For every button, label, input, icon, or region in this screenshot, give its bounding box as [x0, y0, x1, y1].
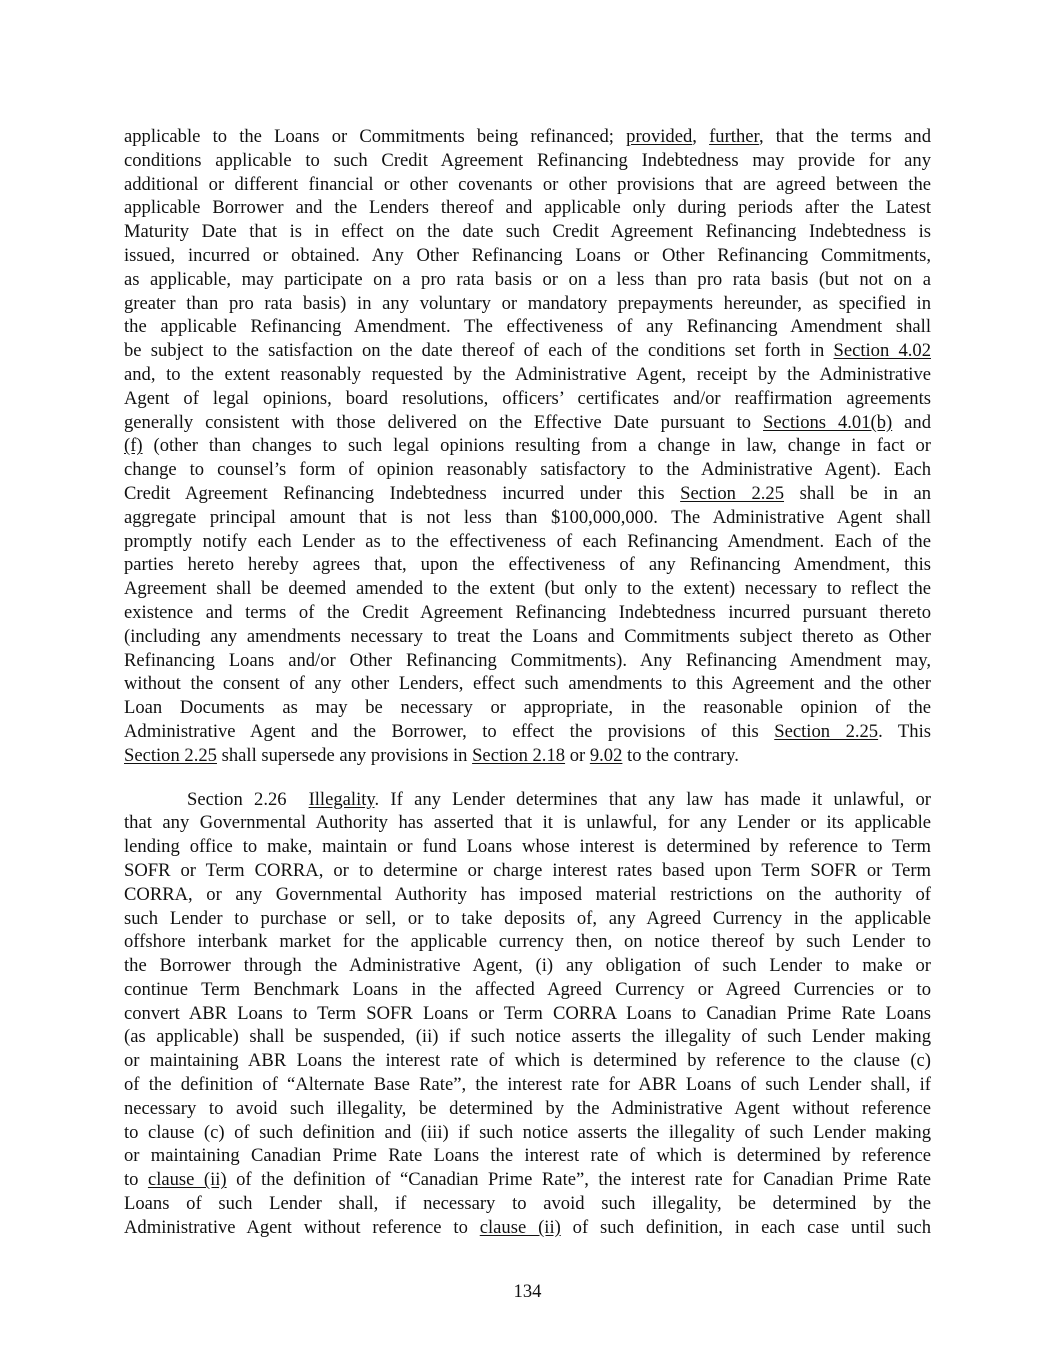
text-line: [124, 930, 931, 954]
text-segment: Agent of legal opinions, board resolutions, officers’ certificates and/or reaffirmation agreements: [124, 387, 931, 409]
text-segment: greater than pro rata basis) in any voluntary or mandatory prepayments hereunder, as specified in: [124, 292, 931, 314]
text-segment: promptly notify each Lender as to the effectiveness of each Refinancing Amendment. Each of the: [124, 530, 931, 552]
cross-reference: further: [709, 126, 759, 147]
text-line: [124, 811, 931, 835]
text-segment: or maintaining ABR Loans the interest rate of which is determined by reference to the clause (c): [124, 1050, 931, 1072]
text-segment: aggregate principal amount that is not less than $100,000,000. The Administrative Agent shall: [124, 506, 931, 528]
text-line: [124, 387, 931, 411]
cross-reference: 9.02: [589, 744, 623, 766]
text-segment: continue Term Benchmark Loans in the affected Agreed Currency or Agreed Currencies or to: [124, 978, 931, 1000]
text-line: [124, 530, 931, 554]
text-segment: existence and terms of the Credit Agreement Refinancing Indebtedness incurred pursuant thereto: [124, 601, 931, 623]
cross-reference: Section 4.02: [833, 340, 931, 362]
text-line: [124, 649, 931, 673]
text-segment: (including any amendments necessary to treat the Loans and Commitments subject thereto as Other: [124, 625, 931, 647]
text-segment: convert ABR Loans to Term SOFR Loans or Term CORRA Loans to Canadian Prime Rate Loans: [124, 1002, 931, 1024]
text-segment: issued, incurred or obtained. Any Other Refinancing Loans or Other Refinancing Commitments,: [124, 244, 931, 266]
text-segment: and: [892, 411, 931, 433]
text-line: [124, 411, 931, 435]
text-line: [124, 696, 931, 720]
cross-reference: clause (ii): [479, 1216, 561, 1238]
text-line: [124, 315, 931, 339]
text-line: [124, 907, 931, 931]
page-number: 134: [513, 1281, 542, 1302]
text-line: [124, 1192, 931, 1216]
text-segment: (as applicable) shall be suspended, (ii) if such notice asserts the illegality of such Lender making: [124, 1026, 931, 1048]
document-body: [124, 125, 931, 1240]
text-segment: to: [124, 1169, 148, 1191]
text-line: [124, 1121, 931, 1145]
text-line: [124, 506, 931, 530]
text-line: [124, 1168, 931, 1192]
text-line: [124, 788, 931, 812]
text-line: [124, 553, 931, 577]
text-line: [124, 978, 931, 1002]
text-segment: and, to the extent reasonably requested by the Administrative Agent, receipt by the Administrative: [124, 363, 931, 385]
text-line: [124, 744, 931, 768]
text-line: [124, 173, 931, 197]
text-segment: Maturity Date that is in effect on the date such Credit Agreement Refinancing Indebtedness is: [124, 221, 931, 243]
text-segment: shall be in an: [784, 482, 931, 504]
text-segment: necessary to avoid such illegality, be determined by the Administrative Agent without reference: [124, 1097, 931, 1119]
paragraph-section-2-26-illegality: [124, 788, 931, 1240]
text-segment: without the consent of any other Lenders, effect such amendments to this Agreement and the other: [124, 673, 931, 695]
paragraph-section-2-25-continued: [124, 125, 931, 768]
text-segment: Refinancing Loans and/or Other Refinancing Commitments). Any Refinancing Amendment may,: [124, 649, 931, 671]
text-segment: . If any Lender determines that any law has made it unlawful, or: [374, 788, 931, 810]
cross-reference: Section 2.25: [680, 482, 785, 504]
text-line: [124, 149, 931, 173]
cross-reference: clause (ii): [147, 1169, 227, 1191]
text-line: [124, 125, 931, 149]
text-segment: CORRA, or any Governmental Authority has imposed material restrictions on the authority of: [124, 883, 931, 905]
text-line: [124, 434, 931, 458]
text-segment: applicable to the Loans or Commitments being refinanced;: [124, 126, 627, 147]
text-line: [124, 292, 931, 316]
text-line: [124, 339, 931, 363]
text-segment: Administrative Agent without reference to: [124, 1216, 480, 1238]
text-line: [124, 1216, 931, 1240]
text-segment: or maintaining Canadian Prime Rate Loans the interest rate of which is determined by reference: [124, 1145, 931, 1167]
text-line: [124, 244, 931, 268]
text-line: [124, 1097, 931, 1121]
text-line: [124, 601, 931, 625]
text-segment: to clause (c) of such definition and (iii) if such notice asserts the illegality of such Lender making: [124, 1121, 931, 1143]
text-line: [124, 1002, 931, 1026]
text-segment: lending office to make, maintain or fund Loans whose interest is determined by reference to Term: [124, 836, 931, 858]
text-segment: conditions applicable to such Credit Agreement Refinancing Indebtedness may provide for any: [124, 149, 931, 171]
text-segment: of the definition of “Alternate Base Rate”, the interest rate for ABR Loans of such Lender shall, if: [124, 1074, 931, 1096]
text-line: [124, 1144, 931, 1168]
text-line: [124, 954, 931, 978]
text-segment: shall supersede any provisions in: [216, 744, 473, 766]
text-line: [124, 1073, 931, 1097]
text-segment: ,: [692, 126, 710, 147]
text-segment: change to counsel’s form of opinion reasonably satisfactory to the Administrative Agent). Each: [124, 459, 931, 481]
text-line: [124, 482, 931, 506]
text-segment: applicable Borrower and the Lenders thereof and applicable only during periods after the Latest: [124, 197, 931, 219]
cross-reference: (f): [124, 435, 143, 457]
text-segment: of the definition of “Canadian Prime Rate”, the interest rate for Canadian Prime Rate: [226, 1169, 931, 1191]
text-line: [124, 835, 931, 859]
text-line: [124, 883, 931, 907]
text-segment: such Lender to purchase or sell, or to take deposits of, any Agreed Currency in the applicable: [124, 907, 931, 929]
text-segment: , that the terms and: [758, 126, 932, 147]
text-segment: offshore interbank market for the applicable currency then, on notice thereof by such Lender to: [124, 931, 931, 953]
text-segment: the applicable Refinancing Amendment. The effectiveness of any Refinancing Amendment shall: [124, 316, 931, 338]
text-segment: Loans of such Lender shall, if necessary to avoid such illegality, be determined by the: [124, 1193, 931, 1215]
text-segment: . This: [878, 720, 931, 742]
cross-reference: Illegality: [308, 788, 375, 810]
cross-reference: Sections 4.01(b): [763, 411, 893, 433]
text-line: [124, 720, 931, 744]
text-line: [124, 577, 931, 601]
text-line: [124, 625, 931, 649]
text-segment: be subject to the satisfaction on the date thereof of each of the conditions set forth in: [124, 340, 834, 362]
text-line: [124, 363, 931, 387]
text-segment: of such definition, in each case until such: [560, 1216, 931, 1238]
text-line: [124, 859, 931, 883]
cross-reference: provided: [626, 126, 693, 147]
cross-reference: Section 2.18: [472, 744, 566, 766]
text-segment: the Borrower through the Administrative Agent, (i) any obligation of such Lender to make or: [124, 955, 931, 977]
text-segment: Credit Agreement Refinancing Indebtedness incurred under this: [124, 482, 681, 504]
text-line: [124, 458, 931, 482]
cross-reference: Section 2.25: [774, 720, 879, 742]
text-line: [124, 1025, 931, 1049]
text-segment: Section 2.26: [187, 788, 287, 810]
text-segment: parties hereto hereby agrees that, upon the effectiveness of any Refinancing Amendment, this: [124, 554, 931, 576]
text-line: [124, 268, 931, 292]
text-line: [124, 220, 931, 244]
text-segment: generally consistent with those delivered on the Effective Date pursuant to: [124, 411, 764, 433]
text-line: [124, 196, 931, 220]
text-line: [124, 1049, 931, 1073]
text-line: [124, 672, 931, 696]
text-segment: Administrative Agent and the Borrower, to effect the provisions of this: [124, 720, 775, 742]
text-segment: Agreement shall be deemed amended to the extent (but only to the extent) necessary to reflect the: [124, 578, 931, 600]
text-segment: or: [565, 744, 590, 766]
text-segment: to the contrary.: [622, 744, 739, 766]
text-segment: additional or different financial or other covenants or other provisions that are agreed between the: [124, 173, 931, 195]
cross-reference: Section 2.25: [124, 744, 217, 766]
text-segment: that any Governmental Authority has asserted that it is unlawful, for any Lender or its applicable: [124, 812, 931, 834]
text-segment: (other than changes to such legal opinions resulting from a change in law, change in fact or: [142, 435, 931, 457]
text-segment: Loan Documents as may be necessary or appropriate, in the reasonable opinion of the: [124, 697, 931, 719]
text-segment: SOFR or Term CORRA, or to determine or charge interest rates based upon Term SOFR or Term: [124, 859, 931, 881]
text-segment: as applicable, may participate on a pro rata basis or on a less than pro rata basis (but not on a: [124, 268, 931, 290]
